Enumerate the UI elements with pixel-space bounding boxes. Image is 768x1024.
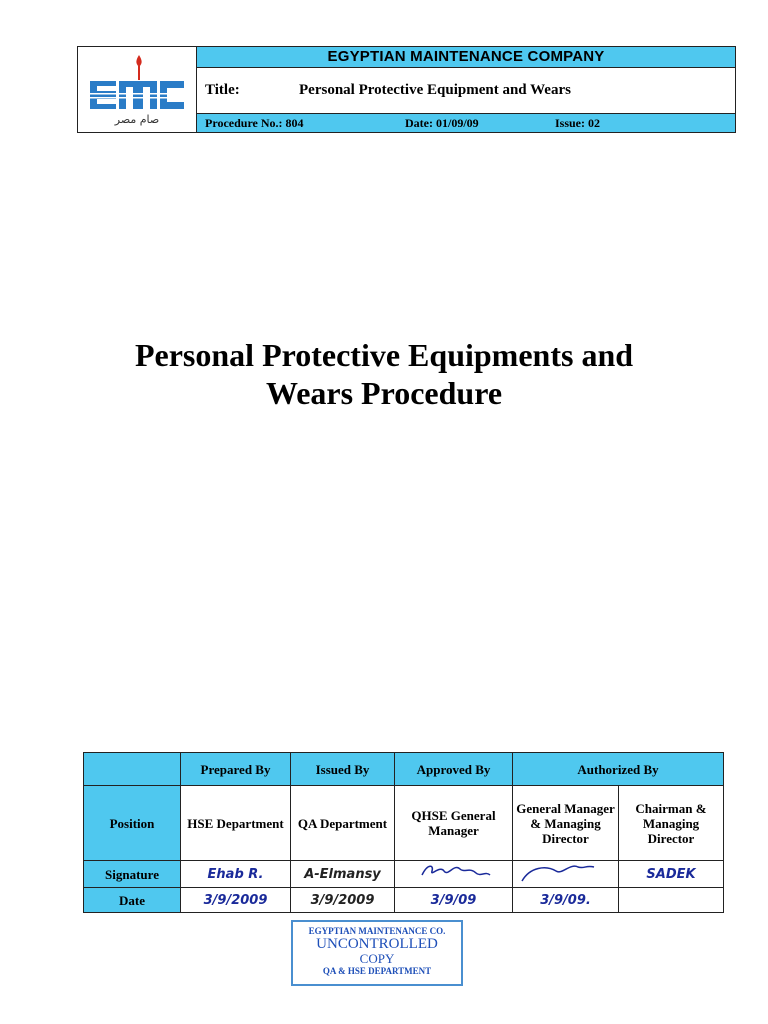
title-value: Personal Protective Equipment and Wears — [299, 82, 571, 98]
issue-date: Date: 01/09/09 — [405, 115, 479, 130]
signature-label: Signature — [84, 861, 181, 888]
signature-cell: A-Elmansy — [291, 861, 395, 888]
date-cell: 3/9/09 — [395, 888, 513, 913]
issued-by-header: Issued By — [291, 753, 395, 786]
date-cell: 3/9/2009 — [181, 888, 291, 913]
position-label: Position — [84, 786, 181, 861]
issue-number: Issue: 02 — [555, 115, 601, 130]
approved-by-header: Approved By — [395, 753, 513, 786]
stamp-copy: COPY — [359, 951, 395, 966]
document-title-line-1: Personal Protective Equipments and — [134, 337, 634, 373]
company-name: EGYPTIAN MAINTENANCE COMPANY — [197, 47, 735, 68]
signature-cell: SADEK — [619, 861, 724, 888]
date-cell: 3/9/09. — [513, 888, 619, 913]
title-label: Title: — [205, 82, 240, 98]
signature-row — [84, 861, 724, 888]
uncontrolled-copy-stamp — [291, 920, 463, 986]
company-logo — [78, 47, 197, 132]
position-cell: Chairman & Managing Director — [619, 786, 724, 861]
position-cell: HSE Department — [181, 786, 291, 861]
date-cell — [619, 888, 724, 913]
document-header — [77, 46, 736, 133]
date-row — [84, 888, 724, 913]
svg-text:صام مصر: صام مصر — [114, 113, 160, 126]
document-title-line-2: Wears Procedure — [265, 375, 503, 411]
document-title — [0, 336, 768, 412]
position-row — [84, 786, 724, 861]
authorized-by-header: Authorized By — [513, 753, 724, 786]
approval-corner-cell — [84, 753, 181, 786]
position-cell: QA Department — [291, 786, 395, 861]
header-title-row — [197, 68, 735, 114]
header-meta-row — [197, 114, 735, 132]
procedure-number: Procedure No.: 804 — [205, 115, 304, 130]
signature-cell — [513, 861, 619, 888]
emc-logo-icon — [86, 51, 188, 127]
stamp-company: EGYPTIAN MAINTENANCE CO. — [308, 926, 446, 936]
signature-cell — [395, 861, 513, 888]
signature-scribble-icon — [516, 861, 616, 883]
approval-header-row — [84, 753, 724, 786]
prepared-by-header: Prepared By — [181, 753, 291, 786]
stamp-department: QA & HSE DEPARTMENT — [322, 966, 432, 976]
stamp-uncontrolled: UNCONTROLLED — [316, 936, 438, 952]
approval-table — [83, 752, 724, 913]
signature-cell: Ehab R. — [181, 861, 291, 888]
position-cell: QHSE General Manager — [395, 786, 513, 861]
date-label: Date — [84, 888, 181, 913]
position-cell: General Manager & Managing Director — [513, 786, 619, 861]
date-cell: 3/9/2009 — [291, 888, 395, 913]
signature-scribble-icon — [414, 861, 494, 883]
